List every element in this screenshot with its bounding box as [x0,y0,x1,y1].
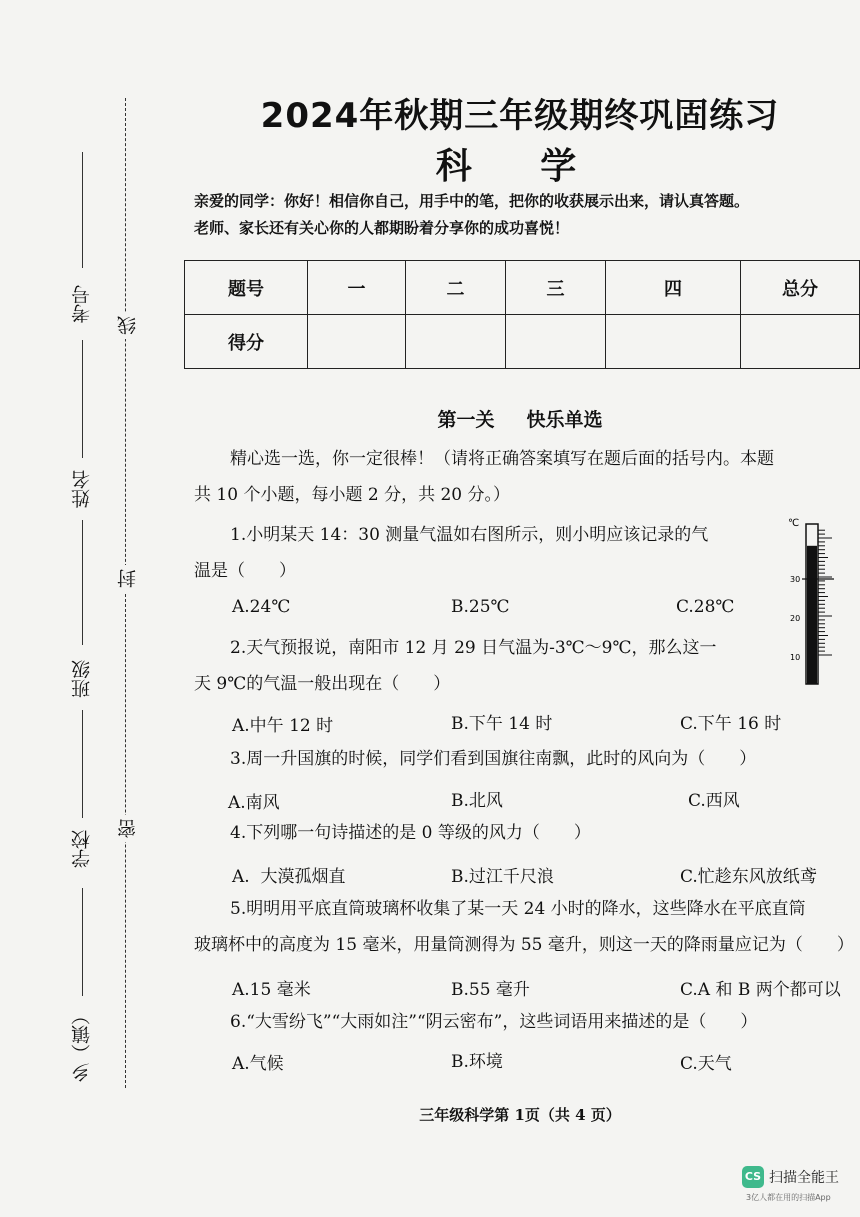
score-cell-q4: 四 [606,261,741,315]
score-input-total[interactable] [741,315,860,369]
question-4-line-1: 4.下列哪一句诗描述的是 0 等级的风力（ ） [230,823,591,843]
score-input-2[interactable] [406,315,506,369]
field-label-banji: 班级 [71,660,93,698]
question-2 [194,630,784,702]
question-2-line-1: 2.天气预报说，南阳市 12 月 29 日气温为-3℃～9℃，那么这一 [230,638,717,658]
question-1-line-2: 温是（ ） [194,561,296,581]
page-footer: 三年级科学第 1页（共 4 页） [419,1106,621,1124]
scanner-app-name: 扫描全能王 [769,1170,839,1186]
field-line-xuexiao [82,710,83,818]
q3-option-c[interactable]: C.西风 [688,791,740,811]
thermometer-mercury [807,546,817,684]
score-cell-q1: 一 [308,261,406,315]
greeting-line-2: 老师、家长还有关心你的人都期盼着分享你的成功喜悦！ [194,219,570,237]
section-heading [180,405,860,432]
score-cell-q3: 三 [506,261,606,315]
exam-title: 2024年秋期三年级期终巩固练习 [260,96,780,136]
question-1 [194,517,784,589]
q1-option-a[interactable]: A.24℃ [232,597,291,617]
score-table-header-row [185,261,860,315]
q5-option-a[interactable]: A.15 毫米 [232,980,311,1000]
exam-subject: 科 学 [435,146,605,187]
section-name: 第一关 [437,409,495,431]
field-line-banji [82,520,83,645]
thermometer-tick-30: 30 [790,575,801,584]
field-line-xiangzhen [82,888,83,996]
question-1-line-1: 1.小明某天 14：30 测量气温如右图所示，则小明应该记录的气 [230,525,709,545]
score-cell-label: 题号 [185,261,308,315]
thermometer-tick-20: 20 [790,614,801,623]
q2-option-c[interactable]: C.下午 16 时 [680,714,782,734]
section-intro-line-2: 共 10 个小题，每小题 2 分，共 20 分。） [194,485,511,505]
section-intro-line-1: 精心选一选，你一定很棒！（请将正确答案填写在题后面的括号内。本题 [230,449,774,469]
question-3-line-1: 3.周一升国旗的时候，同学们看到国旗往南飘，此时的风向为（ ） [230,749,757,769]
thermometer-tick-10: 10 [790,653,801,662]
q6-option-c[interactable]: C.天气 [680,1054,732,1074]
q3-option-a[interactable]: A.南风 [228,793,280,813]
binding-mark-feng: 封 [114,565,141,592]
binding-mark-xian: 线 [114,312,141,339]
thermometer-unit: ℃ [788,518,800,529]
field-label-xiangzhen: 乡（镇） [71,1006,93,1082]
score-input-4[interactable] [606,315,741,369]
q3-option-b[interactable]: B.北风 [451,791,503,811]
question-5-line-2: 玻璃杯中的高度为 15 毫米，用量筒测得为 55 毫升，则这一天的降雨量应记为（ ） [194,935,854,955]
field-label-kaohao: 考号 [71,285,93,323]
score-cell-q2: 二 [406,261,506,315]
scanner-logo-icon: CS [742,1166,764,1188]
greeting-line-1: 亲爱的同学：你好！相信你自己，用手中的笔，把你的收获展示出来，请认真答题。 [194,192,750,210]
field-label-xingming: 姓名 [71,470,93,508]
q4-option-c[interactable]: C.忙趁东风放纸鸢 [680,867,817,887]
score-table-score-row [185,315,860,369]
q2-option-a[interactable]: A.中午 12 时 [232,716,334,736]
field-line-xingming [82,340,83,458]
score-input-1[interactable] [308,315,406,369]
section-intro [194,441,860,513]
question-2-line-2: 天 9℃的气温一般出现在（ ） [194,674,451,694]
score-row-label: 得分 [185,315,308,369]
score-cell-total: 总分 [741,261,860,315]
field-line-kaohao [82,152,83,268]
binding-mark-mi: 密 [114,815,141,842]
score-table [184,260,860,369]
question-6 [194,1004,860,1040]
thermometer-figure [784,514,844,694]
q4-option-b[interactable]: B.过江千尺浪 [451,867,554,887]
question-3 [194,741,854,777]
question-5 [194,891,860,963]
question-6-line-1: 6.“大雪纷飞”“大雨如注”“阴云密布”，这些词语用来描述的是（ ） [230,1012,758,1032]
q4-option-a[interactable]: A. 大漠孤烟直 [232,867,346,887]
question-5-line-1: 5.明明用平底直筒玻璃杯收集了某一天 24 小时的降水，这些降水在平底直筒 [230,899,806,919]
thermometer-ticks [818,530,832,655]
scanner-app-tagline: 3亿人都在用的扫描App [746,1193,831,1202]
section-subtitle: 快乐单选 [526,409,603,431]
q2-option-b[interactable]: B.下午 14 时 [451,714,553,734]
q6-option-b[interactable]: B.环境 [451,1052,503,1072]
question-4 [194,815,854,851]
q5-option-c[interactable]: C.A 和 B 两个都可以 [680,980,841,1000]
binding-dashed-line [125,98,126,1088]
field-label-xuexiao: 学校 [71,830,93,868]
q1-option-c[interactable]: C.28℃ [676,597,735,617]
greeting [194,188,854,242]
q6-option-a[interactable]: A.气候 [232,1054,284,1074]
score-input-3[interactable] [506,315,606,369]
q5-option-b[interactable]: B.55 毫升 [451,980,530,1000]
q1-option-b[interactable]: B.25℃ [451,597,510,617]
